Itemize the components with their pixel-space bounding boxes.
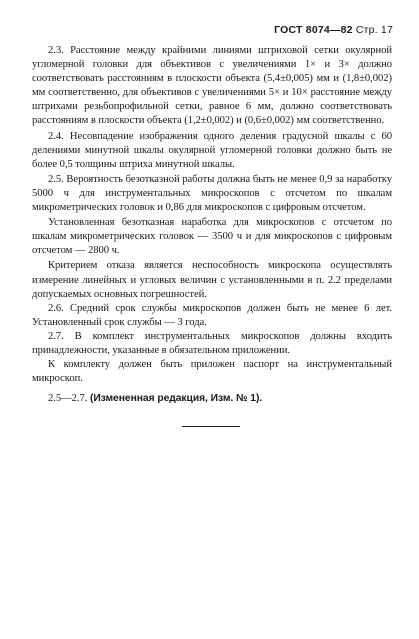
standard-number: ГОСТ 8074—82: [274, 24, 353, 36]
amendment-range: 2.5—2.7.: [48, 393, 88, 405]
amendment-note: [32, 392, 392, 406]
page-header: [274, 24, 393, 36]
paragraph-2-4: 2.4. Несовпадение изображения одного деления градусной шкалы с 60 делениями минутной шкалы окулярной угломерной головки должно быть не более 0,5 толщины штриха минутной шкалы.: [32, 130, 392, 170]
body-text: [32, 44, 392, 406]
paragraph-failure-criterion: Критерием отказа является неспособность микроскопа осуществлять измерение линейных и угловых величин с установленными в п. 2.2 пределами допускаемых основных погрешностей.: [32, 260, 392, 300]
paragraph-2-3: 2.3. Расстояние между крайними линиями штриховой сетки окулярной угломерной головки для объективов с увеличениями 1× и 3× должно соответствовать расстояниям в плоскости объекта (5,4±0,005) мм и (1,8±0,002) мм соответственно, для объективов с увеличениями 5× и 10× расстояние между штрихами резьбопрофильной сетки, равное 6 мм, должно соответствовать расстояниям в плоскости объекта (1,2±0,002) и (0,6±0,002) мм соответственно.: [32, 45, 392, 127]
page-number: Стр. 17: [355, 24, 393, 36]
paragraph-2-7: 2.7. В комплект инструментальных микроскопов должны входить принадлежности, указанные в обязательном приложении.: [32, 330, 392, 356]
paragraph-2-6: 2.6. Средний срок службы микроскопов должен быть не менее 6 лет. Установленный срок службы — 3 года.: [32, 302, 392, 328]
paragraph-passport: К комплекту должен быть приложен паспорт на инструментальный микроскоп.: [32, 359, 392, 385]
amendment-text: (Измененная редакция, Изм. № 1).: [89, 393, 263, 405]
paragraph-mtbf: Установленная безотказная наработка для микроскопов с отсчетом по шкалам микрометрических головок — 3500 ч и для микроскопов с цифровым отсчетом — 2800 ч.: [32, 217, 392, 257]
section-divider: [182, 426, 240, 427]
paragraph-2-5: 2.5. Вероятность безотказной работы должна быть не менее 0,9 за наработку 5000 ч для инструментальных микроскопов с отсчетом по шкалам микрометрических головок и 0,86 для микроскопов с цифровым отсчетом.: [32, 173, 392, 214]
